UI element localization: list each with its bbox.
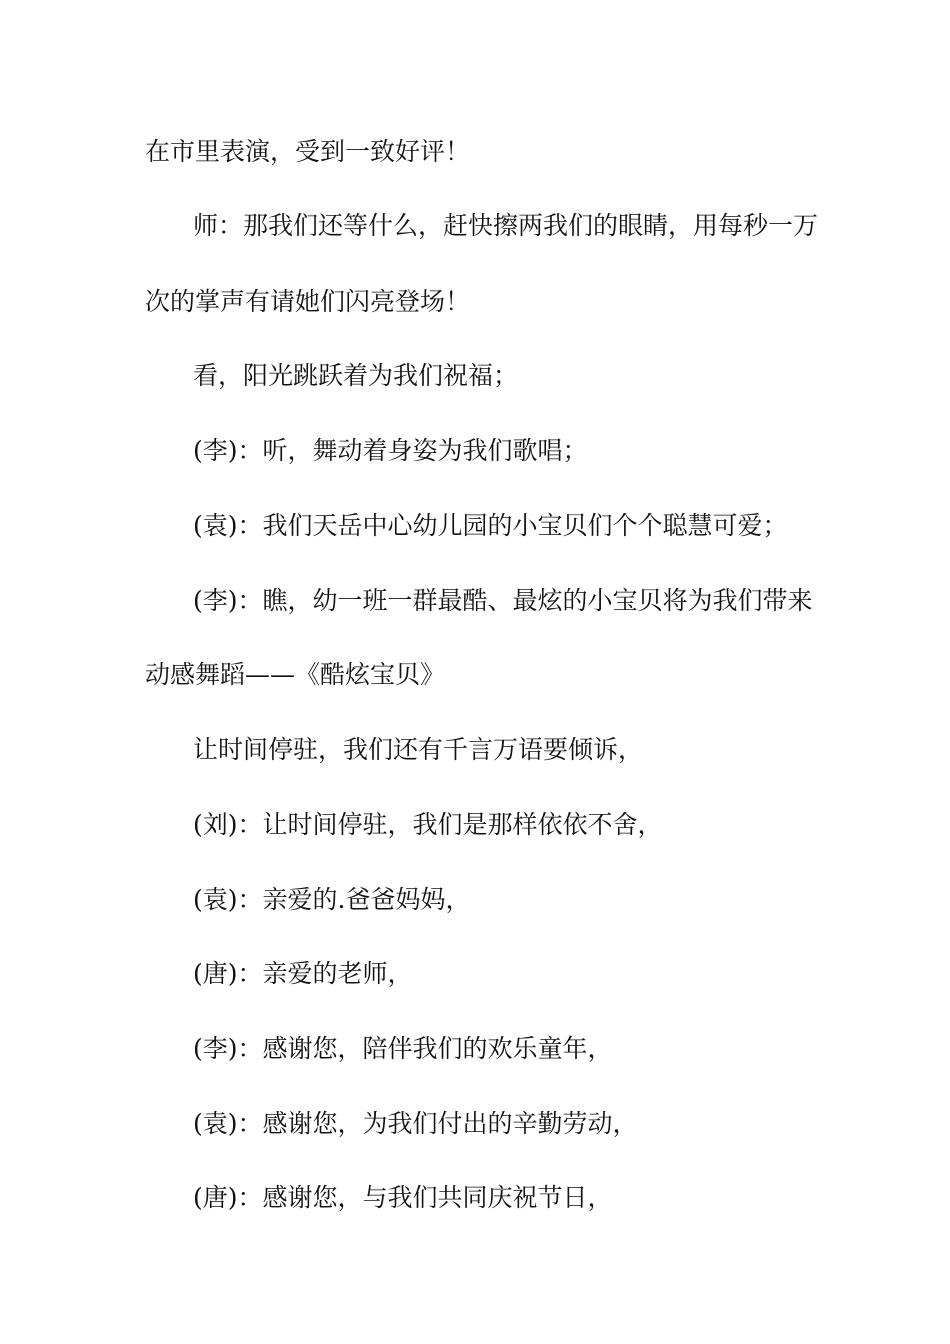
- text-line: 看，阳光跳跃着为我们祝福；: [193, 361, 519, 390]
- text-line: (李)：瞧，幼一班一群最酷、最炫的小宝贝将为我们带来: [193, 586, 813, 615]
- text-line: 动感舞蹈——《酷炫宝贝》: [145, 660, 446, 689]
- text-line: (袁)：感谢您，为我们付出的辛勤劳动，: [193, 1109, 638, 1138]
- text-line: (李)：听，舞动着身姿为我们歌唱；: [193, 436, 588, 465]
- text-line: (袁)：亲爱的.爸爸妈妈，: [193, 885, 471, 914]
- text-line: (李)：感谢您，陪伴我们的欢乐童年，: [193, 1034, 613, 1063]
- text-line: 师：那我们还等什么，赶快擦两我们的眼睛，用每秒一万: [193, 211, 819, 240]
- text-line: 次的掌声有请她们闪亮登场！: [145, 287, 471, 316]
- text-line: (唐)：亲爱的老师，: [193, 959, 413, 988]
- text-line: 让时间停驻，我们还有千言万语要倾诉，: [193, 735, 644, 764]
- text-line: (袁)：我们天岳中心幼儿园的小宝贝们个个聪慧可爱；: [193, 511, 788, 540]
- text-line: 在市里表演，受到一致好评！: [145, 137, 471, 166]
- text-line: (刘)：让时间停驻，我们是那样依依不舍，: [193, 810, 663, 839]
- text-line: (唐)：感谢您，与我们共同庆祝节日，: [193, 1183, 613, 1212]
